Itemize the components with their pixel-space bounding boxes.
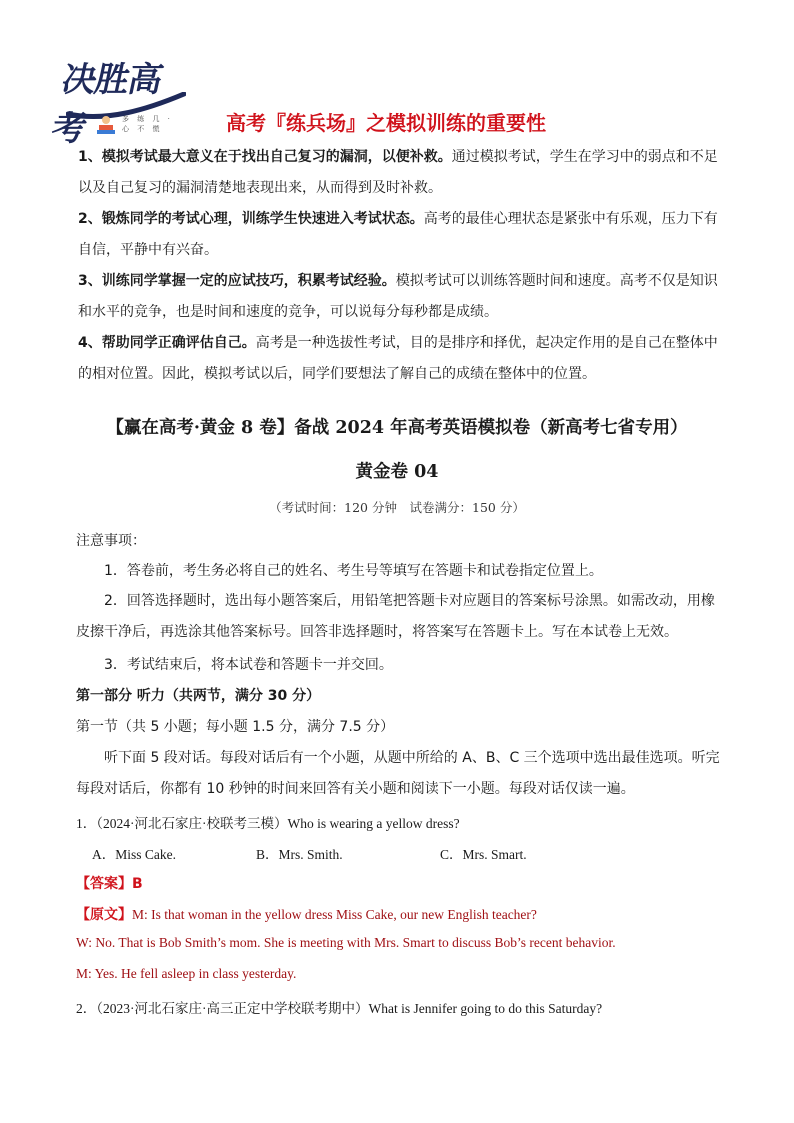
question-2-stem: 2．（2023·河北石家庄·高三正定中学校联考期中）What is Jennifer going to do this Saturday? — [76, 1001, 603, 1016]
notice-item-3: 3．考试结束后，将本试卷和答题卡一并交回。 — [104, 657, 393, 673]
transcript-line-1: M: Is that woman in the yellow dress Miss Cake, our new English teacher? — [132, 907, 537, 922]
promo-item-2 — [78, 204, 728, 266]
transcript-label: 【原文】 — [76, 907, 132, 923]
transcript-row — [76, 904, 537, 924]
transcript-line-2: W: No. That is Bob Smith’s mom. She is meeting with Mrs. Smart to discuss Bob’s recent behavior. — [76, 935, 616, 950]
promo-item-text: 模拟考试可以训练答题时间和速度。高考不仅是知识和水平的竞争，也是时间和速度的竞争，可以说每分每秒都是成绩。 — [78, 273, 718, 320]
section1-instructions: 听下面 5 段对话。每段对话后有一个小题，从题中所给的 A、B、C 三个选项中选出最佳选项。听完每段对话后，你都有 10 秒钟的时间来回答有关小题和阅读下一小题。每段对话仅读一遍。 — [76, 750, 720, 797]
promo-item-bold: 2、锻炼同学的考试心理，训练学生快速进入考试状态。 — [78, 211, 424, 227]
question-1-option-b: B．Mrs. Smith. — [256, 847, 343, 862]
promo-item-bold: 4、帮助同学正确评估自己。 — [78, 335, 256, 351]
promo-title: 高考『练兵场』之模拟训练的重要性 — [226, 111, 546, 135]
notice-item-1: 1．答卷前，考生务必将自己的姓名、考生号等填写在答题卡和试卷指定位置上。 — [104, 563, 603, 579]
question-1-option-c: C．Mrs. Smart. — [440, 847, 527, 862]
logo-text: 决胜高考 — [47, 60, 166, 149]
brand-logo — [47, 52, 188, 149]
section1-heading: 第一节（共 5 小题；每小题 1.5 分，满分 7.5 分） — [76, 719, 395, 735]
notice-heading: 注意事项： — [76, 533, 146, 549]
promo-item-bold: 1、模拟考试最大意义在于找出自己复习的漏洞，以便补救。 — [78, 149, 452, 165]
question-1-option-a: A．Miss Cake. — [92, 847, 176, 862]
exam-title: 【赢在高考·黄金 8 卷】备战 2024 年高考英语模拟卷（新高考七省专用） — [106, 418, 688, 438]
promo-item-4 — [78, 328, 728, 390]
promo-item-3 — [78, 266, 728, 328]
student-reading-icon — [94, 114, 118, 136]
part1-heading: 第一部分 听力（共两节，满分 30 分） — [76, 688, 321, 704]
promo-item-1 — [78, 142, 728, 204]
answer-value: B — [132, 876, 143, 892]
answer-label: 【答案】 — [76, 876, 132, 892]
transcript-line-3: M: Yes. He fell asleep in class yesterday. — [76, 966, 297, 981]
exam-time-info: （考试时间：120 分钟 试卷满分：150 分） — [269, 500, 525, 515]
exam-subtitle: 黄金卷 04 — [355, 462, 439, 482]
logo-slogan: 多 练 几 · 心 不 慌 — [122, 115, 173, 133]
answer-row — [76, 873, 143, 893]
promo-item-text: 高考的最佳心理状态是紧张中有乐观，压力下有自信，平静中有兴奋。 — [78, 211, 718, 258]
question-1-stem: 1．（2024·河北石家庄·校联考三模）Who is wearing a yellow dress? — [76, 816, 460, 831]
promo-item-text: 通过模拟考试，学生在学习中的弱点和不足以及自己复习的漏洞清楚地表现出来，从而得到及时补救。 — [78, 149, 718, 196]
promo-item-bold: 3、训练同学掌握一定的应试技巧，积累考试经验。 — [78, 273, 396, 289]
notice-item-2: 2．回答选择题时，选出每小题答案后，用铅笔把答题卡对应题目的答案标号涂黑。如需改动，用橡皮擦干净后，再选涂其他答案标号。回答非选择题时，将答案写在答题卡上。写在本试卷上无效。 — [76, 593, 715, 640]
promo-item-text: 高考是一种选拔性考试，目的是排序和择优，起决定作用的是自己在整体中的相对位置。因此，模拟考试以后，同学们要想法了解自己的成绩在整体中的位置。 — [78, 335, 718, 382]
